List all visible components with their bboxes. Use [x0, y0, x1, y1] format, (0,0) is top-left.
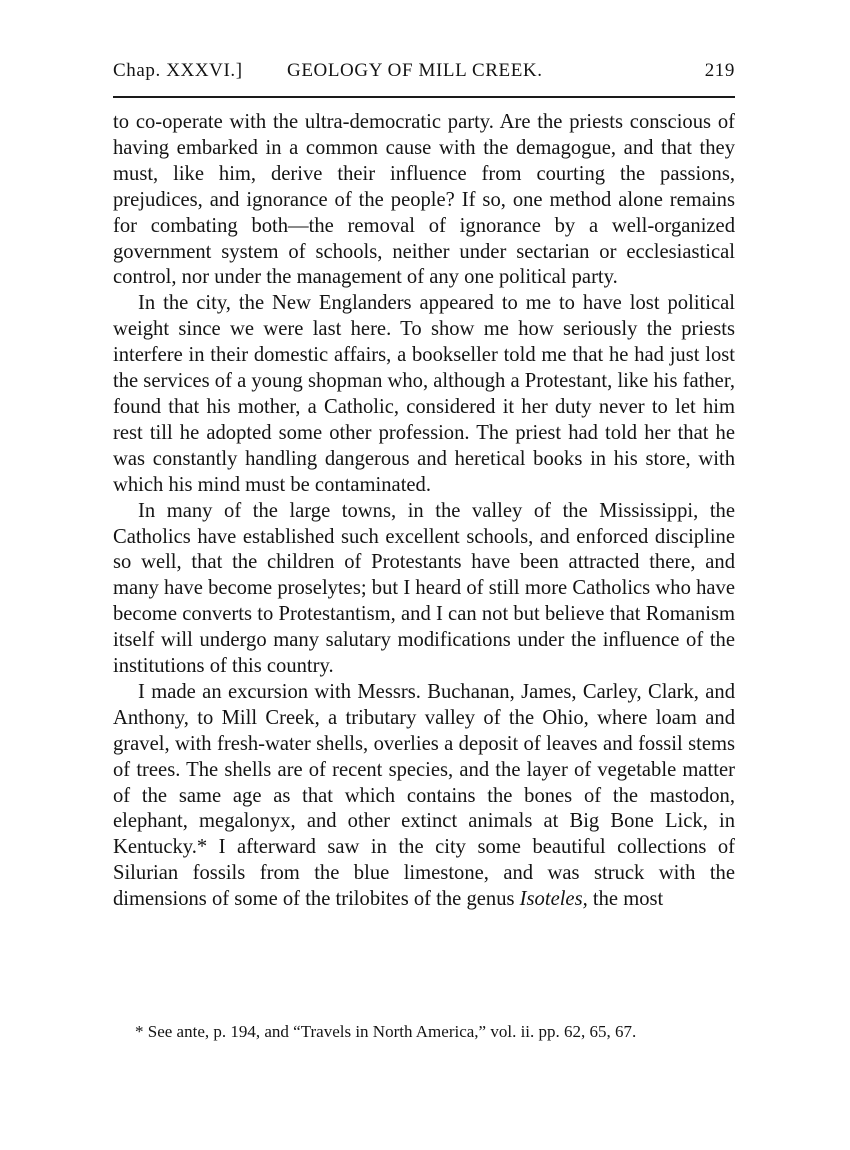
paragraph-continued: to co-operate with the ultra-democratic party. Are the priests conscious of having embarked in a common cause with the demagogue, and that they must, like him, derive their influence from courting the passions, prejudices, and ignorance of the people? If so, one method alone remains for combating both—the removal of ignorance by a well-organized government system of schools, neither under sectarian or ecclesiastical control, nor under the management of any one political party.: [113, 111, 735, 289]
paragraph-mill-creek-excursion: [113, 680, 735, 913]
paragraph-text: I made an excursion with Messrs. Buchanan, James, Carley, Clark, and Anthony, to Mill Creek, a tributary valley of the Ohio, where loam and gravel, with fresh-water shells, overlies a deposit of leaves and fossil stems of trees. The shells are of recent species, and the layer of vegetable matter of the same age as that which contains the bones of the mastodon, elephant, megalonyx, and other extinct animals at Big Bone Lick, in Kentucky.* I afterward saw in the city some beautiful collections of Silurian fossils from the blue limestone, and was struck with the dimensions of some of the trilobites of the genus: [113, 680, 735, 911]
paragraph-new-englanders: In the city, the New Englanders appeared to me to have lost political weight since we were last here. To show me how seriously the priests interfere in their domestic affairs, a bookseller told me that he had just lost the services of a young shopman who, although a Protestant, like his father, found that his mother, a Catholic, considered it her duty never to let him rest till he adopted some other profession. The priest had told her that he was constantly handling dangerous and heretical books in his store, with which his mind must be contaminated.: [113, 292, 735, 496]
body-text: [113, 110, 735, 913]
footnote-text: * See ante, p. 194, and “Travels in North America,” vol. ii. pp. 62, 65, 67.: [135, 1022, 637, 1041]
running-head: [113, 56, 735, 90]
paragraph-text-end: the most: [587, 888, 664, 911]
chapter-label: Chap. XXXVI.]: [113, 60, 243, 81]
footnote: [113, 1020, 735, 1043]
header-rule: [113, 96, 735, 98]
paragraph-catholic-schools: In many of the large towns, in the valley of the Mississippi, the Catholics have established such excellent schools, and enforced discipline so well, that the children of Protestants have been attracted there, and many have become proselytes; but I heard of still more Catholics who have become converts to Protestantism, and I can not but believe that Romanism itself will undergo many salutary modifications under the influence of the institutions of this country.: [113, 499, 735, 678]
running-title: GEOLOGY OF MILL CREEK.: [287, 60, 543, 81]
page-number: 219: [704, 60, 735, 81]
genus-name: Isoteles,: [519, 888, 588, 911]
